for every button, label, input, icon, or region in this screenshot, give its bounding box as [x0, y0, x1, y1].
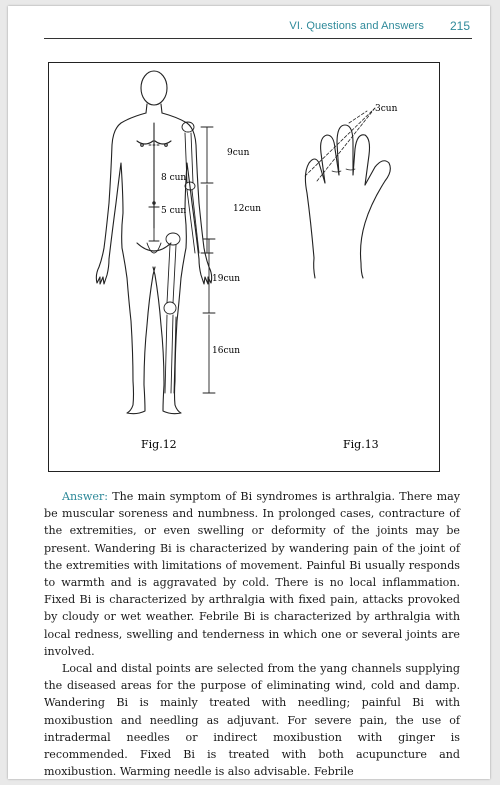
figure-frame	[48, 62, 440, 472]
label-12cun: 12cun	[233, 204, 262, 214]
running-header	[44, 16, 472, 39]
header-title: VI. Questions and Answers	[289, 20, 424, 32]
label-19cun: 19cun	[212, 274, 241, 284]
caption-fig-13: Fig.13	[343, 438, 379, 451]
answer-label: Answer:	[62, 490, 108, 503]
human-body-outline	[96, 71, 211, 414]
label-16cun: 16cun	[212, 346, 241, 356]
label-5cun: 5 cun	[161, 206, 187, 216]
paragraph-2: Local and distal points are selected from the yang channels supplying the diseased areas for the purpose of eliminating wind, cold and damp. Wandering Bi is mainly treated with needling; painful Bi with moxibustion and needling as adjuvant. For severe pain, the use of intradermal needles or indirect moxibustion with ginger is recommended. Fixed Bi is treated with both acupuncture and moxibustion. Warming needle is also advisable. Febrile	[44, 662, 460, 779]
page-number: 215	[449, 19, 470, 33]
figure-illustration	[49, 63, 439, 471]
three-cun-guides	[305, 108, 375, 181]
paragraph-1-text: The main symptom of Bi syndromes is arthralgia. There may be muscular soreness and numbness. In prolonged cases, contracture of the extremities, or even swelling or deformity of the joints may be present. Wandering Bi is characterized by wandering pain of the joint of the extremities with limitations of movement. Painful Bi usually responds to warmth and is aggravated by cold. There is no local inflammation. Fixed Bi is characterized by arthralgia with fixed pain, attacks provoked by cloudy or wet weather. Febrile Bi is characterized by arthralgia with local redness, swelling and tenderness in which one or several joints are involved.	[44, 490, 460, 658]
cun-measurement-lines	[149, 127, 215, 393]
book-page	[8, 6, 490, 779]
caption-fig-12: Fig.12	[141, 438, 177, 451]
hand-outline	[305, 125, 390, 278]
label-8cun: 8 cun	[161, 173, 187, 183]
paragraph-answer	[44, 488, 460, 660]
label-9cun: 9cun	[227, 148, 250, 158]
skeleton-overlay	[147, 122, 199, 393]
label-3cun: 3cun	[375, 104, 398, 114]
body-text	[44, 488, 460, 779]
